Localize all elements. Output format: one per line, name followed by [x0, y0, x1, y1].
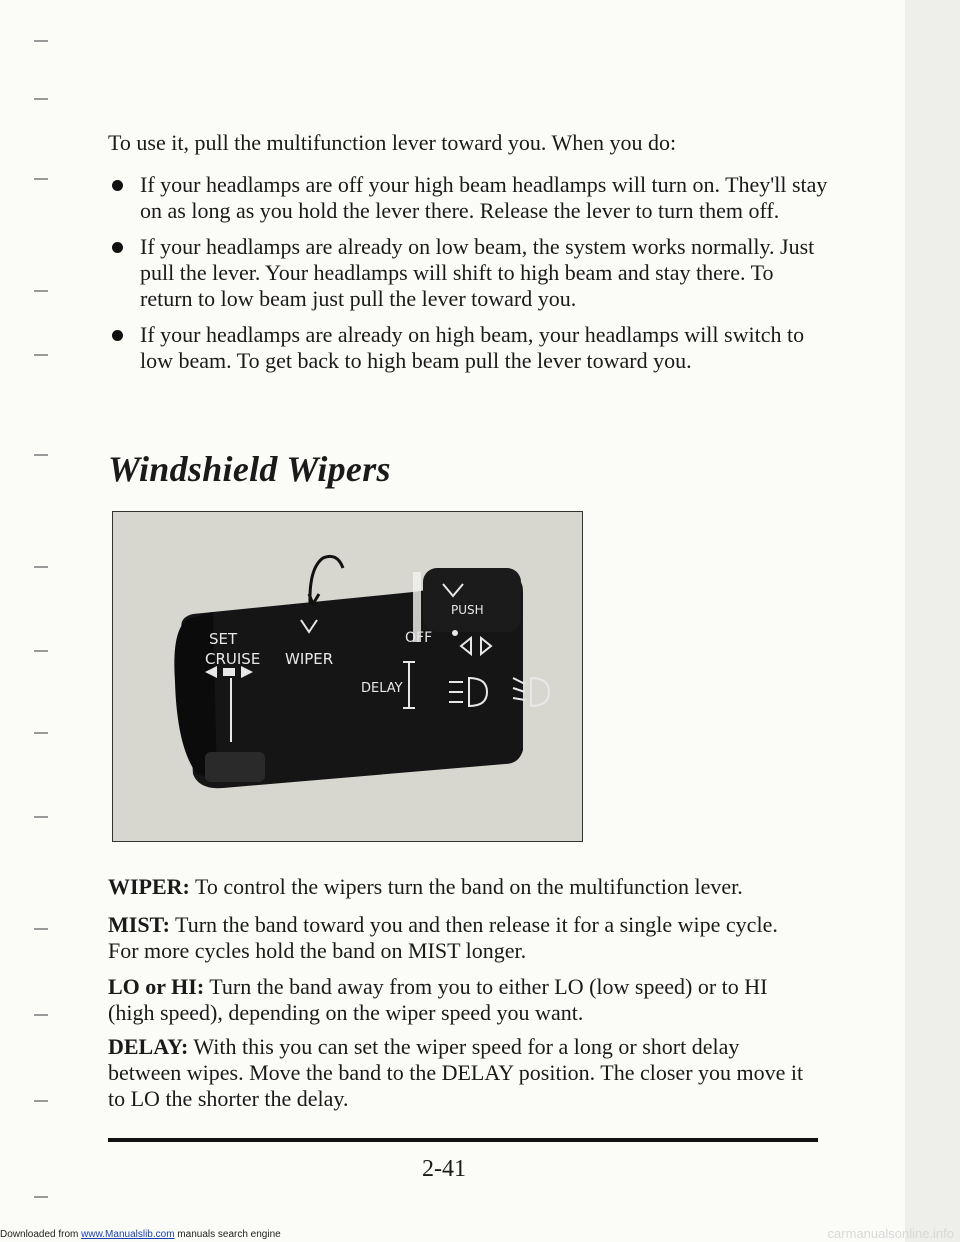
push-label: PUSH: [451, 603, 484, 617]
intro-text: To use it, pull the multifunction lever toward you. When you do:: [108, 130, 677, 155]
bullet-list: [108, 172, 828, 384]
download-footer: [0, 1229, 281, 1240]
margin-tick: [34, 98, 48, 100]
watermark: carmanualsonline.info: [827, 1226, 954, 1241]
page-number: 2-41: [422, 1156, 466, 1182]
footer-suffix: manuals search engine: [174, 1229, 281, 1240]
para-text: To control the wipers turn the band on the multifunction lever.: [189, 874, 743, 899]
margin-tick: [34, 40, 48, 42]
lo-hi-paragraph: [108, 974, 808, 1026]
section-heading: Windshield Wipers: [108, 449, 391, 489]
off-label: OFF: [405, 630, 433, 646]
page-edge-shade: [905, 0, 960, 1242]
para-text: With this you can set the wiper speed for a long or short delay between wipes. Move the band to the DELAY position. The closer you move it to LO the shorter the delay.: [108, 1034, 804, 1111]
bullet-text: If your headlamps are off your high beam headlamps will turn on. They'll stay on as long as you hold the lever there. Release the lever to turn them off.: [140, 172, 828, 223]
wiper-paragraph: [108, 874, 808, 900]
cruise-label: CRUISE: [205, 650, 261, 668]
wiper-lever-photo: [112, 511, 583, 842]
set-label: SET: [209, 630, 238, 648]
bullet-icon: [112, 242, 123, 253]
margin-tick: [34, 1196, 48, 1198]
manualslib-link[interactable]: www.Manualslib.com: [81, 1229, 175, 1240]
margin-tick: [34, 816, 48, 818]
footer-prefix: Downloaded from: [0, 1229, 82, 1240]
para-label: WIPER:: [108, 874, 190, 899]
margin-tick: [34, 1014, 48, 1016]
wiper-label: WIPER: [285, 650, 334, 668]
list-item: [108, 234, 828, 312]
footer-rule: [108, 1138, 818, 1142]
margin-tick: [34, 290, 48, 292]
bullet-text: If your headlamps are already on high beam, your headlamps will switch to low beam. To get back to high beam pull the lever toward you.: [140, 322, 805, 373]
margin-tick: [34, 650, 48, 652]
para-label: DELAY:: [108, 1034, 189, 1059]
delay-label: DELAY: [361, 681, 403, 696]
para-label: MIST:: [108, 912, 170, 937]
para-text: Turn the band away from you to either LO (low speed) or to HI (high speed), depending on the wiper speed you want.: [108, 974, 768, 1025]
bullet-icon: [112, 180, 123, 191]
margin-tick: [34, 732, 48, 734]
list-item: [108, 322, 828, 374]
bullet-icon: [112, 330, 123, 341]
delay-paragraph: [108, 1034, 808, 1112]
bullet-text: If your headlamps are already on low beam, the system works normally. Just pull the lever. Your headlamps will shift to high beam and stay there. To return to low beam just pull the lever toward you.: [140, 234, 815, 311]
margin-tick: [34, 1100, 48, 1102]
margin-tick: [34, 354, 48, 356]
para-text: Turn the band toward you and then release it for a single wipe cycle. For more cycles hold the band on MIST longer.: [108, 912, 778, 963]
margin-tick: [34, 928, 48, 930]
para-label: LO or HI:: [108, 974, 205, 999]
margin-tick: [34, 454, 48, 456]
lever-illustration: [113, 512, 582, 841]
mist-paragraph: [108, 912, 808, 964]
margin-tick: [34, 566, 48, 568]
margin-tick: [34, 178, 48, 180]
list-item: [108, 172, 828, 224]
